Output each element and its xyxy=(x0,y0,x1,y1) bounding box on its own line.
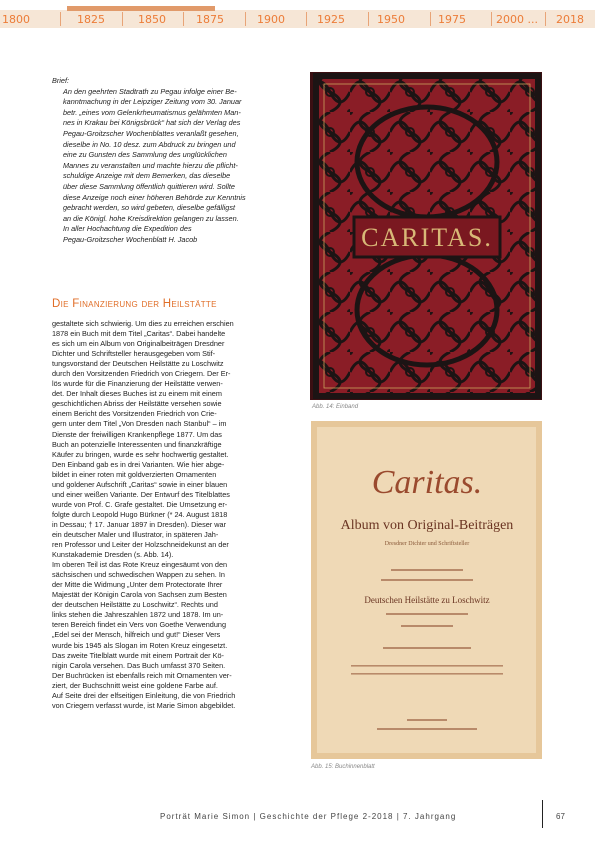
timeline-separator xyxy=(183,12,184,26)
body-line: und goldener Aufschrift „Caritas“ sowie in einer blauen xyxy=(52,479,228,489)
letter-line: gebracht werden, so wird gebeten, dieselbe gefälligst xyxy=(63,203,235,213)
body-line: Im oberen Teil ist das Rote Kreuz eingesäumt von den xyxy=(52,560,228,570)
body-line: „Edel sei der Mensch, hilfreich und gut!“ Dieser Vers xyxy=(52,630,221,640)
body-line: durch den Vorsitzenden Friedrich von Criegern. Der Er- xyxy=(52,369,231,379)
body-line: in Dessau; † 17. Januar 1897 in Dresden). Dieser war xyxy=(52,519,226,529)
body-line: 1878 ein Buch mit dem Titel „Caritas“. Dabei handelte xyxy=(52,329,226,339)
timeline-separator xyxy=(60,12,61,26)
title-page-image xyxy=(311,421,542,759)
body-line: und einer weißen Variante. Der Entwurf des Titelblattes xyxy=(52,489,230,499)
body-line: wurde von Prof. C. Grafe gestaltet. Die Umsetzung er- xyxy=(52,499,228,509)
body-line: Auf Seite drei der elfseitigen Einleitung, die von Friedrich xyxy=(52,690,236,700)
body-line: links stehen die Jahreszahlen 1872 und 1878. Im un- xyxy=(52,610,224,620)
letter-heading: Brief: xyxy=(52,76,70,85)
book-cover-image xyxy=(310,72,542,400)
timeline-separator xyxy=(245,12,246,26)
body-line: gestaltete sich schwierig. Um dies zu erreichen erschien xyxy=(52,319,234,328)
timeline-label: 1900 xyxy=(257,13,285,26)
title-page-subtitle: Album von Original-Beiträgen xyxy=(340,518,514,533)
timeline-separator xyxy=(368,12,369,26)
body-line: Dienste der freiwilligen Krankenpflege 1877. Um das xyxy=(52,429,222,439)
body-line: folgte durch Leopold Hugo Bürkner (* 24. August 1818 xyxy=(52,509,228,519)
body-line: es sich um ein Album von Originalbeiträgen Dresdner xyxy=(52,339,225,349)
letter-line: kanntmachung in der Leipziger Zeitung vom 30. Januar xyxy=(63,97,242,107)
timeline-highlight xyxy=(67,6,215,11)
timeline-label: 2000 ... xyxy=(496,13,538,26)
body-line: der deutschen Heilstätte zu Loschwitz“. Rechts und xyxy=(52,600,218,610)
footer-divider xyxy=(542,800,543,828)
letter-line: nes in Krakau bei Königsbrück“ hat sich der Verlag des xyxy=(63,118,241,128)
body-line: geschichtlichen Abriss der Heilstätte versehen sowie xyxy=(52,399,222,409)
body-line: ziert, der Buchschnitt weist eine goldene Farbe auf. xyxy=(52,680,218,690)
letter-line: Mannes zu veranstalten und machte hierzu die pflicht- xyxy=(63,160,238,170)
body-line: Buch an potenzielle Interessenten und finanzkräftige xyxy=(52,439,222,449)
body-line: sächsischen und schwedischen Wappen zu sehen. In xyxy=(52,570,225,580)
body-line: wurde bis 1945 als Slogan im Roten Kreuz eingesetzt. xyxy=(52,640,228,650)
letter-line: dieselbe in No. 10 desz. zum Abdruck zu bringen und xyxy=(63,139,236,149)
timeline xyxy=(0,0,595,40)
timeline-label: 1950 xyxy=(377,13,405,26)
body-line: ein deutscher Maler und Illustrator, in späteren Jah- xyxy=(52,529,219,539)
page-number: 67 xyxy=(556,812,565,821)
letter-line: schuldige Anzeige mit dem Bemerken, das dieselbe xyxy=(63,171,231,181)
timeline-label: 1875 xyxy=(196,13,224,26)
body-line: nigin Carola versehen. Das Buch umfasst 370 Seiten. xyxy=(52,660,226,670)
body-line: der Mitte die Widmung „Unter dem Protectorate Ihrer xyxy=(52,580,223,590)
timeline-separator xyxy=(306,12,307,26)
body-line: gern unter dem Titel „Von Dresden nach Stanbul“ – im xyxy=(52,419,227,429)
body-line: Majestät der Königin Carola von Sachsen zum Besten xyxy=(52,590,227,600)
title-page-line: Dresdner Dichter und Schriftsteller xyxy=(384,541,470,547)
letter-body xyxy=(52,87,292,246)
body-line: einem Bericht des Vorsitzenden Friedrich von Crie- xyxy=(52,409,217,419)
letter-line: diese Anzeige noch einer höheren Behörde zur Kenntnis xyxy=(63,192,246,202)
body-line: von Criegern verfasst wurde, ist Marie Simon abgebildet. xyxy=(52,700,236,710)
body-line: tungsvorstand der Deutschen Heilstätte zu Loschwitz xyxy=(52,359,224,369)
timeline-separator xyxy=(545,12,546,26)
page-footer: Porträt Marie Simon | Geschichte der Pflege 2-2018 | 7. Jahrgang xyxy=(160,812,457,821)
timeline-separator xyxy=(491,12,492,26)
body-line: Dichter und Schriftsteller herausgegeben vom Stif- xyxy=(52,349,216,359)
timeline-separator xyxy=(430,12,431,26)
body-line: Der Buchrücken ist ebenfalls reich mit Ornamenten ver- xyxy=(52,670,232,680)
title-page-title: Caritas. xyxy=(371,464,483,501)
letter-line: über diese Sammlung öffentlich quittieren wird. Sollte xyxy=(63,181,235,191)
timeline-label: 1800 xyxy=(2,13,30,26)
body-text xyxy=(52,319,291,711)
body-line: Den Einband gab es in drei Varianten. Wie hier abge- xyxy=(52,459,225,469)
body-line: ren Professor und Leiter der Holzschneidekunst an der xyxy=(52,540,229,550)
letter-line: An den geehrten Stadtrath zu Pegau infolge einer Be- xyxy=(63,86,237,96)
figure1-caption: Abb. 14: Einband xyxy=(312,404,359,410)
figure2-caption: Abb. 15: Buchinnenblatt xyxy=(311,764,375,770)
letter-line: eine zu Gunsten des Sammlung des unglücklichen xyxy=(63,150,227,160)
timeline-separator xyxy=(122,12,123,26)
letter-line: Pegau-Groitzscher Wochenblattes veranlaßt gesehen, xyxy=(63,128,239,138)
letter-line: an die Königl. hohe Kreisdirektion gelangen zu lassen. xyxy=(63,213,239,223)
letter-line: betr. „eines vom Gelenkrheumatismus gelähmten Man- xyxy=(63,107,241,117)
timeline-label: 1975 xyxy=(438,13,466,26)
body-line: det. Der Inhalt dieses Buches ist zu einem mit einem xyxy=(52,389,222,399)
timeline-label: 2018 xyxy=(556,13,584,26)
letter-line: Pegau-Groitzscher Wochenblatt H. Jacob xyxy=(63,234,198,244)
body-line: bildet in einer roten mit goldverzierten Ornamenten xyxy=(52,469,217,479)
title-page-line: Deutschen Heilstätte zu Loschwitz xyxy=(364,595,490,605)
body-line: Kunstakademie Dresden (s. Abb. 14). xyxy=(52,550,174,560)
cover-title: CARITAS. xyxy=(361,223,493,252)
timeline-label: 1850 xyxy=(138,13,166,26)
body-line: Käufer zu bringen, wurde es sehr hochwertig gestaltet. xyxy=(52,449,229,459)
timeline-label: 1925 xyxy=(317,13,345,26)
body-line: lös wurde für die Finanzierung der Heilstätte verwen- xyxy=(52,379,223,389)
section-heading: Die Finanzierung der Heilstätte xyxy=(52,298,217,310)
timeline-label: 1825 xyxy=(77,13,105,26)
body-line: teren Bereich findet ein Vers von Goethe Verwendung xyxy=(52,620,227,630)
body-line: Das zweite Titelblatt wurde mit einem Portrait der Kö- xyxy=(52,650,224,660)
letter-line: In aller Hochachtung die Expedition des xyxy=(63,224,192,234)
letter-quote xyxy=(52,76,292,246)
